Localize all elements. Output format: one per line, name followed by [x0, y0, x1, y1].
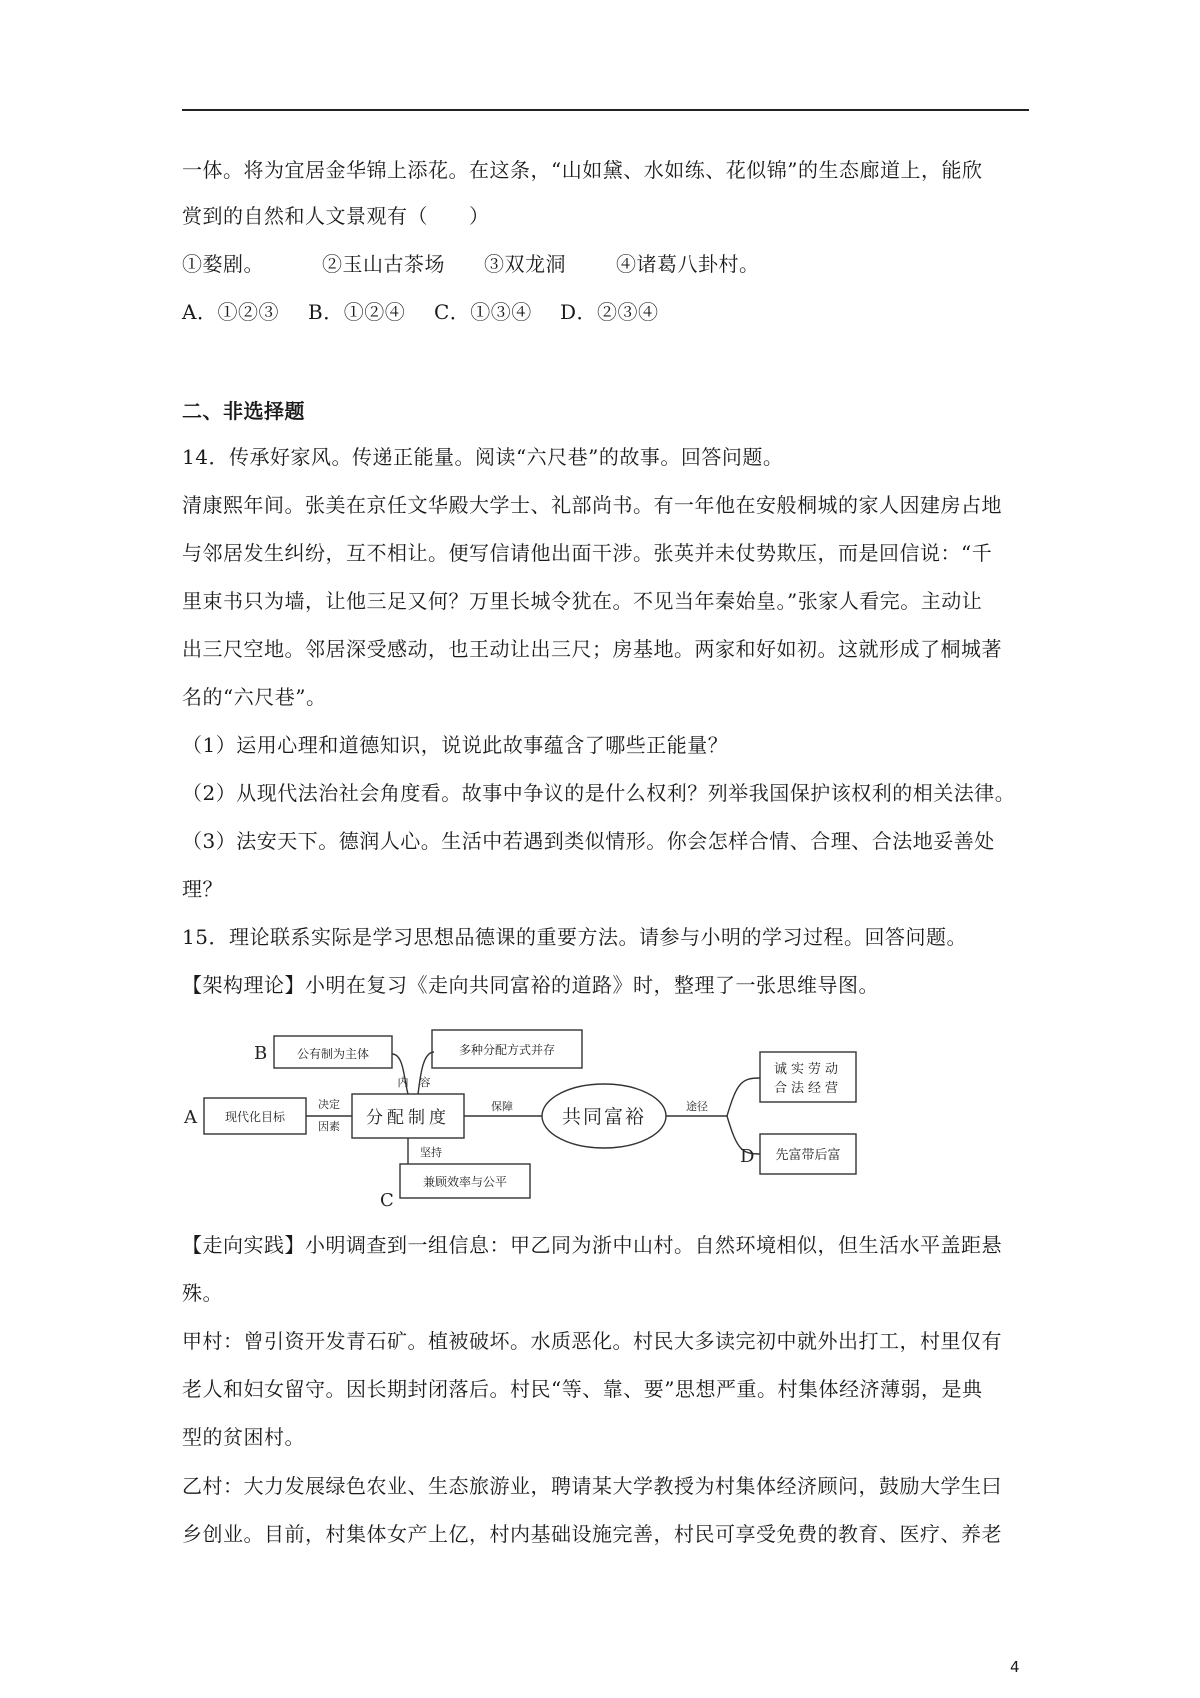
box-b-text: 公有制为主体 — [296, 1047, 370, 1061]
box-a-text: 现代化目标 — [224, 1110, 286, 1124]
q15-intro: 【架构理论】小明在复习《走向共同富裕的道路》时，整理了一张思维导图。 — [182, 973, 879, 997]
q15-title: 15．理论联系实际是学习思想品德课的重要方法。请参与小明的学习过程。回答问题。 — [182, 925, 967, 949]
q13-items — [182, 251, 1042, 277]
label-b: B — [254, 1043, 268, 1064]
q15-village-a-3: 型的贫困村。 — [182, 1425, 305, 1449]
q15-practice-1: 【走向实践】小明调查到一组信息：甲乙同为浙中山村。自然环境相似，但生活水平盖距悬 — [182, 1233, 1002, 1257]
label-d: D — [740, 1146, 755, 1167]
q14-sub3a: （3）法安天下。德润人心。生活中若遇到类似情形。你会怎样合情、合理、合法地妥善处 — [182, 829, 995, 853]
label-c: C — [380, 1190, 394, 1211]
box-c-text: 兼顾效率与公平 — [422, 1175, 508, 1189]
edge-label-jueding-2: 因素 — [318, 1120, 340, 1133]
q13-choice-b: B．①②④ — [308, 300, 406, 324]
box-center-text: 分配制度 — [366, 1108, 450, 1128]
edge-label-neirong: 内 容 — [397, 1076, 431, 1089]
q13-choices — [182, 299, 1042, 325]
q14-sub2: （2）从现代法治社会角度看。故事中争议的是什么权利？列举我国保护该权利的相关法律。 — [182, 781, 1016, 805]
q14-title: 14．传承好家风。传递正能量。阅读“六尺巷”的故事。回答问题。 — [182, 445, 784, 469]
q13-line2: 赏到的自然和人文景观有（ ） — [182, 204, 490, 228]
q14-story-2: 与邻居发生纠纷，互不相让。便写信请他出面干涉。张英并未仗势欺压，而是回信说：“千 — [182, 541, 993, 565]
q13-item-4: ④诸葛八卦村。 — [616, 252, 760, 276]
q13-line1: 一体。将为宜居金华锦上添花。在这条，“山如黛、水如练、花似锦”的生态廊道上，能欣 — [182, 158, 983, 182]
page-number: 4 — [1010, 1658, 1020, 1676]
q15-village-b-2: 乡创业。目前，村集体女产上亿，村内基础设施完善，村民可享受免费的教育、医疗、养老 — [182, 1522, 1002, 1546]
box-d-text: 先富带后富 — [775, 1148, 841, 1163]
q15-village-b-1: 乙村：大力发展绿色农业、生态旅游业，聘请某大学教授为村集体经济顾问，鼓励大学生曰 — [182, 1474, 1002, 1498]
edge-label-tujing: 途径 — [686, 1100, 708, 1113]
mind-map-diagram — [182, 1022, 862, 1212]
edge-label-baozhang: 保障 — [491, 1100, 513, 1113]
q15-practice-2: 殊。 — [182, 1281, 223, 1305]
oval-text: 共同富裕 — [561, 1106, 647, 1128]
q13-choice-d: D．②③④ — [560, 300, 659, 324]
q14-story-4: 出三尺空地。邻居深受感动，也王动让出三尺；房基地。两家和好如初。这就形成了桐城著 — [182, 637, 1002, 661]
q13-item-1: ①婺剧。 — [182, 252, 264, 276]
q14-story-5: 名的“六尺巷”。 — [182, 685, 327, 709]
header-rule — [182, 109, 1029, 111]
box-top-right-text: 多种分配方式并存 — [458, 1043, 556, 1057]
box-right-top-text-1: 诚实劳动 — [773, 1062, 843, 1077]
q15-village-a-2: 老人和妇女留守。因长期封闭落后。村民“等、靠、要”思想严重。村集体经济薄弱，是典 — [182, 1377, 983, 1401]
q13-item-3: ③双龙洞 — [484, 252, 566, 276]
edge-label-jueding-1: 决定 — [318, 1098, 340, 1111]
q13-choice-a: A．①②③ — [182, 300, 279, 324]
edge-label-jianchi: 坚持 — [420, 1146, 442, 1159]
q14-sub3b: 理？ — [182, 877, 223, 901]
q13-item-2: ②玉山古茶场 — [322, 252, 445, 276]
q14-sub1: （1）运用心理和道德知识，说说此故事蕴含了哪些正能量？ — [182, 733, 729, 757]
q15-village-a-1: 甲村：曾引资开发青石矿。植被破坏。水质恶化。村民大多读完初中就外出打工，村里仅有 — [182, 1329, 1002, 1353]
q14-story-1: 清康熙年间。张美在京任文华殿大学士、礼部尚书。有一年他在安般桐城的家人因建房占地 — [182, 493, 1002, 517]
edge-fork-top — [727, 1078, 760, 1116]
q14-story-3: 里束书只为墙，让他三足又何？万里长城令犹在。不见当年秦始皇。”张家人看完。主动让 — [182, 589, 983, 613]
q13-choice-c: C．①③④ — [434, 300, 532, 324]
label-a: A — [184, 1107, 197, 1128]
section2-title: 二、非选择题 — [182, 399, 305, 423]
box-right-top-text-2: 合法经营 — [773, 1081, 843, 1096]
